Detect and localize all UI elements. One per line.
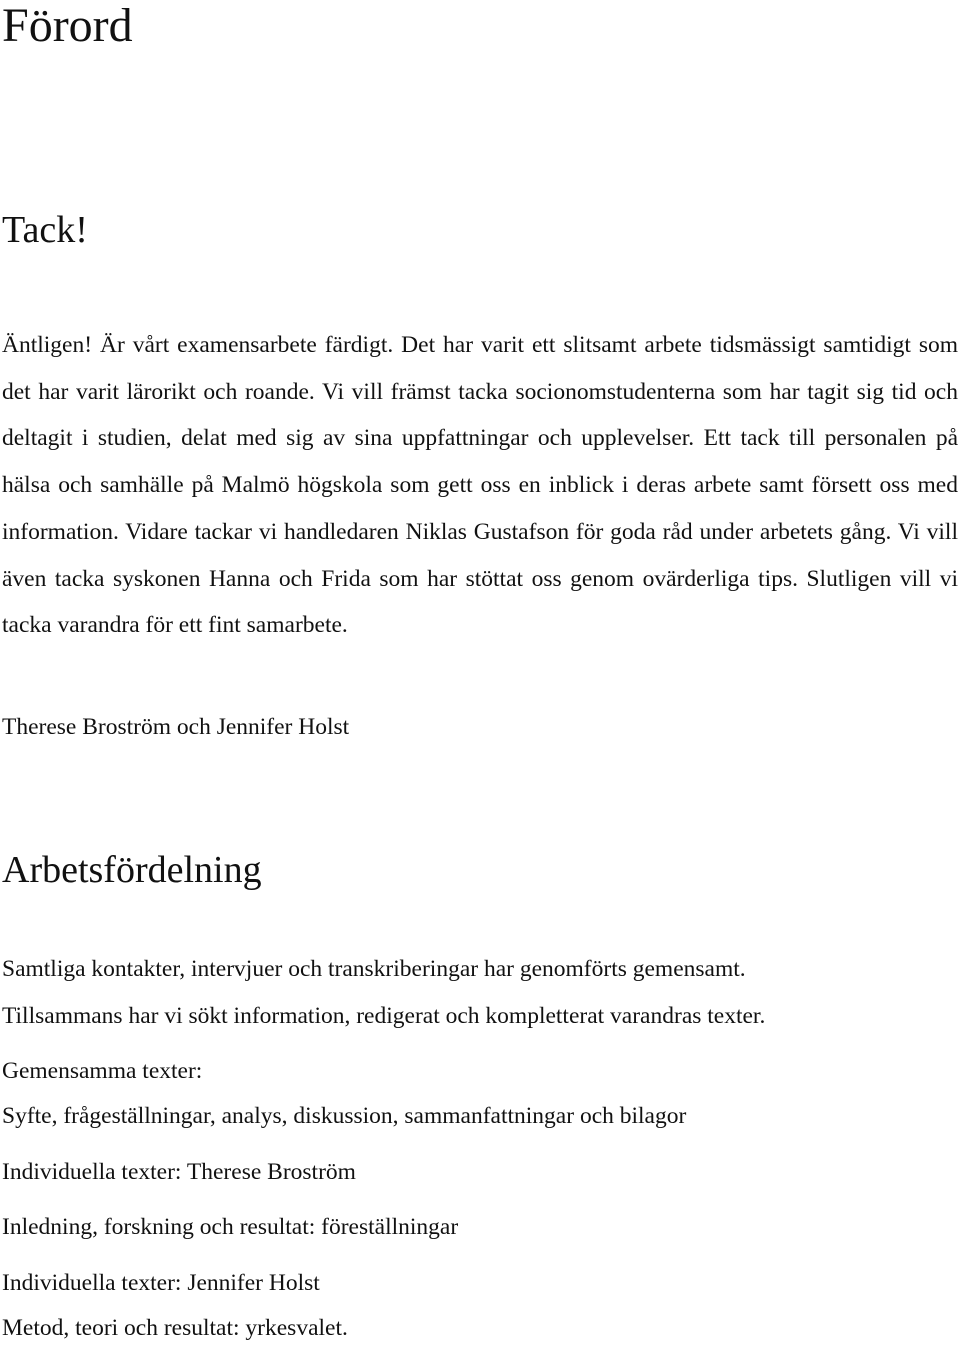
signature: Therese Broström och Jennifer Holst xyxy=(2,714,350,740)
individual-texts-jennifer-value: Metod, teori och resultat: yrkesvalet. xyxy=(2,1315,348,1341)
page-title: Förord xyxy=(2,0,133,52)
individual-texts-jennifer-label: Individuella texter: Jennifer Holst xyxy=(2,1270,320,1296)
division-heading: Arbetsfördelning xyxy=(2,849,262,891)
joint-texts-label: Gemensamma texter: xyxy=(2,1058,203,1084)
division-line-2: Tillsammans har vi sökt information, redigerat och kompletterat varandras texter. xyxy=(2,1003,766,1029)
joint-texts-value: Syfte, frågeställningar, analys, diskussion, sammanfattningar och bilagor xyxy=(2,1103,687,1129)
thanks-paragraph: Äntligen! Är vårt examensarbete färdigt. Det har varit ett slitsamt arbete tidsmässigt samtidigt som det har varit lärorikt och roande. Vi vill främst tacka socionomstudenterna som har tagit sig tid och deltagit i studien, delat med sig av sina uppfattningar och upplevelser. Ett tack till personalen på hälsa och samhälle på Malmö högskola som gett oss en inblick i deras arbete samt försett oss med information. Vidare tackar vi handledaren Niklas Gustafson för goda råd under arbetets gång. Vi vill även tacka syskonen Hanna och Frida som har stöttat oss genom ovärderliga tips. Slutligen vill vi tacka varandra för ett fint samarbete. xyxy=(2,332,958,639)
thanks-heading: Tack! xyxy=(2,209,88,251)
individual-texts-therese-label: Individuella texter: Therese Broström xyxy=(2,1159,356,1185)
division-line-1: Samtliga kontakter, intervjuer och transkriberingar har genomförts gemensamt. xyxy=(2,956,746,982)
individual-texts-therese-value: Inledning, forskning och resultat: föreställningar xyxy=(2,1214,459,1240)
